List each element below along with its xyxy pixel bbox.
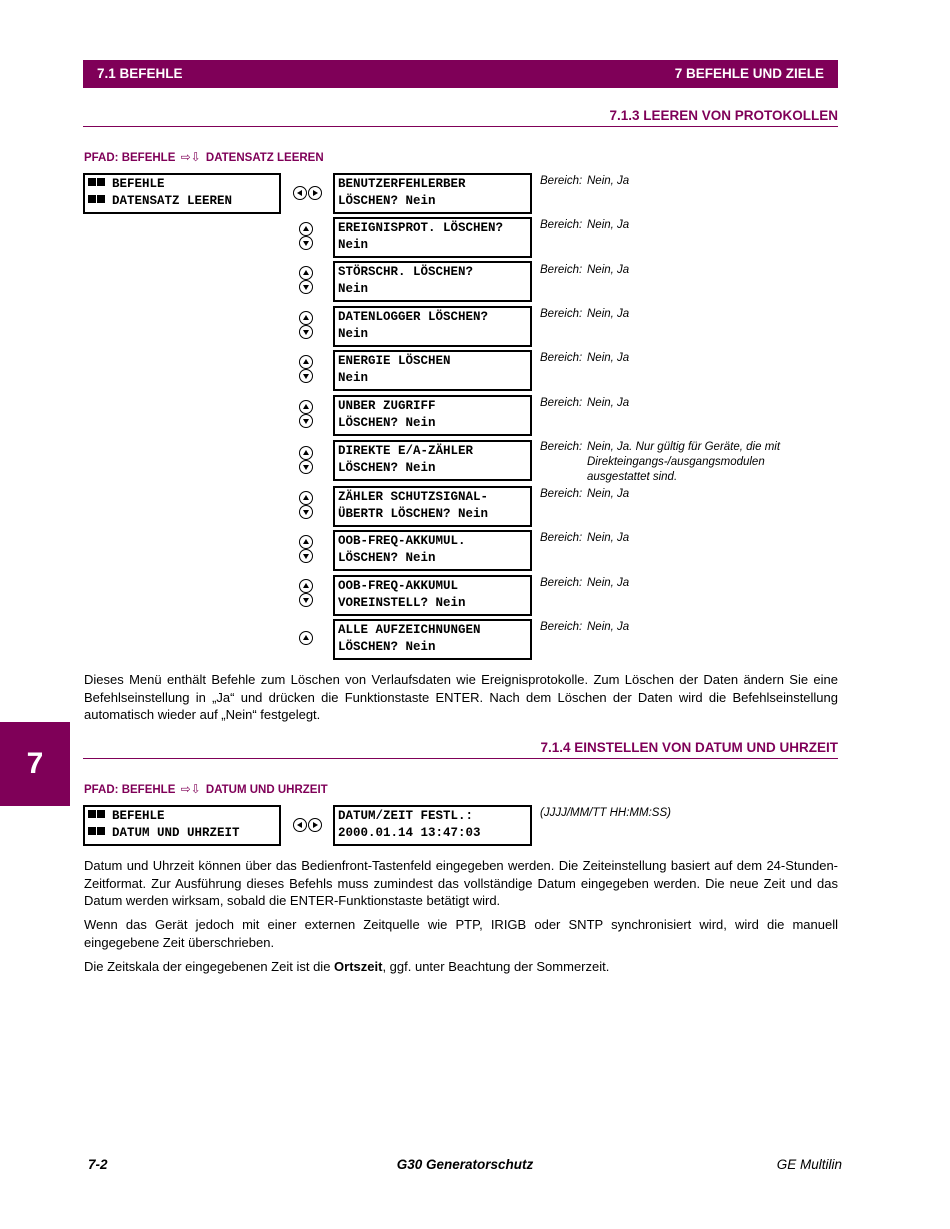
range-value: Nein, Ja [587, 352, 630, 364]
setting-value: ÜBERTR LÖSCHEN? Nein [338, 507, 489, 521]
external-time-source-note: Wenn das Gerät jedoch mit einer externen Zeitquelle wie PTP, IRIGB oder SNTP synchronisiert wird, wird die manuell eingegebene Zeit überschrieben. [84, 917, 838, 950]
up-arrow-icon [299, 535, 313, 549]
path-suffix: DATENSATZ LEEREN [205, 152, 324, 164]
up-down-nav [299, 446, 317, 474]
up-down-nav [299, 535, 317, 563]
setting-value: Nein [338, 238, 369, 252]
range-value: Nein, Ja [587, 532, 630, 544]
setting-value: Nein [338, 282, 369, 296]
left-arrow-icon [293, 818, 307, 832]
right-arrow-icon [308, 818, 322, 832]
left-arrow-icon [293, 186, 307, 200]
range-value: Nein, Ja [587, 175, 630, 187]
menu-root-line1: BEFEHLE [112, 177, 165, 191]
menu-root-line1: BEFEHLE [112, 809, 165, 823]
datetime-format: (JJJJ/MM/TT HH:MM:SS) [540, 807, 671, 819]
path-prefix: PFAD: BEFEHLE [84, 152, 176, 164]
footer-product: G30 Generatorschutz [396, 1157, 534, 1172]
setting-display [333, 575, 532, 616]
range-label: Bereich: [540, 441, 583, 453]
header-banner [83, 60, 838, 88]
setting-range [540, 487, 629, 502]
setting-line1: BENUTZERFEHLERBER [338, 177, 466, 191]
path-suffix: DATUM UND UHRZEIT [205, 784, 328, 796]
setting-display [333, 261, 532, 302]
clear-records-description: Dieses Menü enthält Befehle zum Löschen von Verlaufsdaten wie Ereignisprotokolle. Zum Löschen der Daten ändern Sie eine Befehlseinstellung in „Ja“ und drücken die Funktionstaste ENTER. Nach dem Löschen der Daten wird die Befehlseinstellung automatisch wieder auf „Nein“ festgelegt. [84, 672, 838, 722]
timescale-bold: Ortszeit [334, 959, 383, 974]
range-value: Nein, Ja [587, 219, 630, 231]
right-arrow-icon [308, 186, 322, 200]
range-label: Bereich: [540, 397, 583, 409]
up-down-nav [299, 355, 317, 383]
setting-value: LÖSCHEN? Nein [338, 640, 436, 654]
menu-path [84, 150, 324, 164]
range-value: Nein, Ja [587, 488, 630, 500]
up-arrow-icon [299, 446, 313, 460]
setting-display [333, 217, 532, 258]
setting-line1: ZÄHLER SCHUTZSIGNAL- [338, 490, 489, 504]
block-icon [97, 195, 105, 203]
block-icon [88, 827, 96, 835]
section-title-set-date-time: 7.1.4 EINSTELLEN VON DATUM UND UHRZEIT [540, 740, 838, 755]
setting-range [540, 576, 629, 591]
up-down-nav [299, 311, 317, 339]
page-number: 7-2 [88, 1157, 108, 1172]
range-label: Bereich: [540, 488, 583, 500]
footer-company: GE Multilin [776, 1157, 842, 1172]
up-down-nav [299, 579, 317, 607]
setting-line1: ENERGIE LÖSCHEN [338, 354, 451, 368]
block-icon [97, 827, 105, 835]
chapter-tab: 7 [0, 722, 70, 806]
setting-display [333, 350, 532, 391]
path-arrows-icon: ⇨⇩ [180, 782, 201, 796]
down-arrow-icon [299, 549, 313, 563]
setting-display [333, 395, 532, 436]
section-rule [83, 758, 838, 759]
down-arrow-icon [299, 414, 313, 428]
range-value: Nein, Ja. Nur gültig für Geräte, die mit [587, 441, 781, 453]
setting-range [540, 174, 629, 189]
setting-value: LÖSCHEN? Nein [338, 461, 436, 475]
header-section: 7.1 BEFEHLE [97, 66, 183, 81]
left-right-nav [293, 186, 322, 200]
range-value: ausgestattet sind. [587, 471, 678, 483]
up-arrow-icon [299, 311, 313, 325]
range-value: Nein, Ja [587, 577, 630, 589]
setting-value: Nein [338, 371, 369, 385]
block-icon [88, 195, 96, 203]
up-arrow-icon [299, 222, 313, 236]
setting-value: VOREINSTELL? Nein [338, 596, 466, 610]
range-value: Direkteingangs-/ausgangsmodulen [587, 456, 765, 468]
timescale-text: Die Zeitskala der eingegebenen Zeit ist die [84, 959, 335, 974]
block-icon [88, 178, 96, 186]
setting-value: LÖSCHEN? Nein [338, 194, 436, 208]
menu-root-line2: DATUM UND UHRZEIT [112, 826, 240, 840]
setting-range [540, 307, 629, 322]
setting-range [540, 396, 629, 411]
block-icon [88, 810, 96, 818]
header-chapter: 7 BEFEHLE UND ZIELE [674, 66, 824, 81]
range-value: Nein, Ja [587, 397, 630, 409]
range-value: Nein, Ja [587, 621, 630, 633]
up-arrow-icon [299, 579, 313, 593]
path-arrows-icon: ⇨⇩ [180, 150, 201, 164]
setting-display [333, 173, 532, 214]
setting-display [333, 440, 532, 481]
timescale-note [84, 958, 838, 976]
menu-root-display [83, 805, 281, 846]
up-arrow-icon [299, 266, 313, 280]
range-label: Bereich: [540, 219, 583, 231]
menu-root-line2: DATENSATZ LEEREN [112, 194, 233, 208]
range-value: Nein, Ja [587, 308, 630, 320]
range-label: Bereich: [540, 532, 583, 544]
up-down-nav [299, 222, 317, 250]
section-rule [83, 126, 838, 127]
range-value: Nein, Ja [587, 264, 630, 276]
range-label: Bereich: [540, 175, 583, 187]
setting-range [540, 263, 629, 278]
down-arrow-icon [299, 593, 313, 607]
setting-line1: OOB-FREQ-AKKUMUL [338, 579, 459, 593]
setting-value: Nein [338, 327, 369, 341]
up-arrow-icon [299, 400, 313, 414]
setting-line1: ALLE AUFZEICHNUNGEN [338, 623, 481, 637]
datetime-setting-display [333, 805, 532, 846]
range-label: Bereich: [540, 264, 583, 276]
setting-line1: DATENLOGGER LÖSCHEN? [338, 310, 489, 324]
setting-range [540, 351, 629, 366]
range-label: Bereich: [540, 621, 583, 633]
setting-display [333, 530, 532, 571]
left-right-nav [293, 818, 322, 832]
up-down-nav [299, 266, 317, 294]
menu-root-display [83, 173, 281, 214]
setting-value: LÖSCHEN? Nein [338, 416, 436, 430]
down-arrow-icon [299, 460, 313, 474]
setting-range [540, 620, 629, 635]
setting-value: 2000.01.14 13:47:03 [338, 826, 481, 840]
block-icon [97, 810, 105, 818]
setting-line1: DATUM/ZEIT FESTL.: [338, 809, 474, 823]
menu-path [84, 782, 328, 796]
setting-line1: EREIGNISPROT. LÖSCHEN? [338, 221, 504, 235]
setting-range [540, 218, 629, 233]
setting-range [540, 440, 780, 485]
up-arrow-icon [299, 491, 313, 505]
down-arrow-icon [299, 505, 313, 519]
block-icon [97, 178, 105, 186]
down-arrow-icon [299, 369, 313, 383]
timescale-text-end: , ggf. unter Beachtung der Sommerzeit. [382, 959, 610, 974]
setting-line1: DIREKTE E/A-ZÄHLER [338, 444, 474, 458]
up-arrow-icon [299, 631, 313, 645]
setting-range [540, 531, 629, 546]
setting-line1: OOB-FREQ-AKKUMUL. [338, 534, 466, 548]
setting-line1: STÖRSCHR. LÖSCHEN? [338, 265, 474, 279]
setting-line1: UNBER ZUGRIFF [338, 399, 436, 413]
setting-display [333, 486, 532, 527]
setting-display [333, 619, 532, 660]
range-label: Bereich: [540, 308, 583, 320]
section-title-clear-records: 7.1.3 LEEREN VON PROTOKOLLEN [609, 108, 838, 123]
up-nav [299, 631, 317, 645]
up-down-nav [299, 491, 317, 519]
down-arrow-icon [299, 236, 313, 250]
range-label: Bereich: [540, 352, 583, 364]
up-down-nav [299, 400, 317, 428]
range-label: Bereich: [540, 577, 583, 589]
down-arrow-icon [299, 325, 313, 339]
datetime-description: Datum und Uhrzeit können über das Bedienfront-Tastenfeld eingegeben werden. Die Zeiteinstellung basiert auf dem 24-Stunden-Zeitformat. Zur Ausführung dieses Befehls muss zumindest das vollständige Datum eingegeben werden. Die neue Zeit und das Datum werden wirksam, sobald die ENTER-Funktionstaste betätigt wird. [84, 858, 838, 908]
down-arrow-icon [299, 280, 313, 294]
up-arrow-icon [299, 355, 313, 369]
setting-display [333, 306, 532, 347]
path-prefix: PFAD: BEFEHLE [84, 784, 176, 796]
setting-value: LÖSCHEN? Nein [338, 551, 436, 565]
